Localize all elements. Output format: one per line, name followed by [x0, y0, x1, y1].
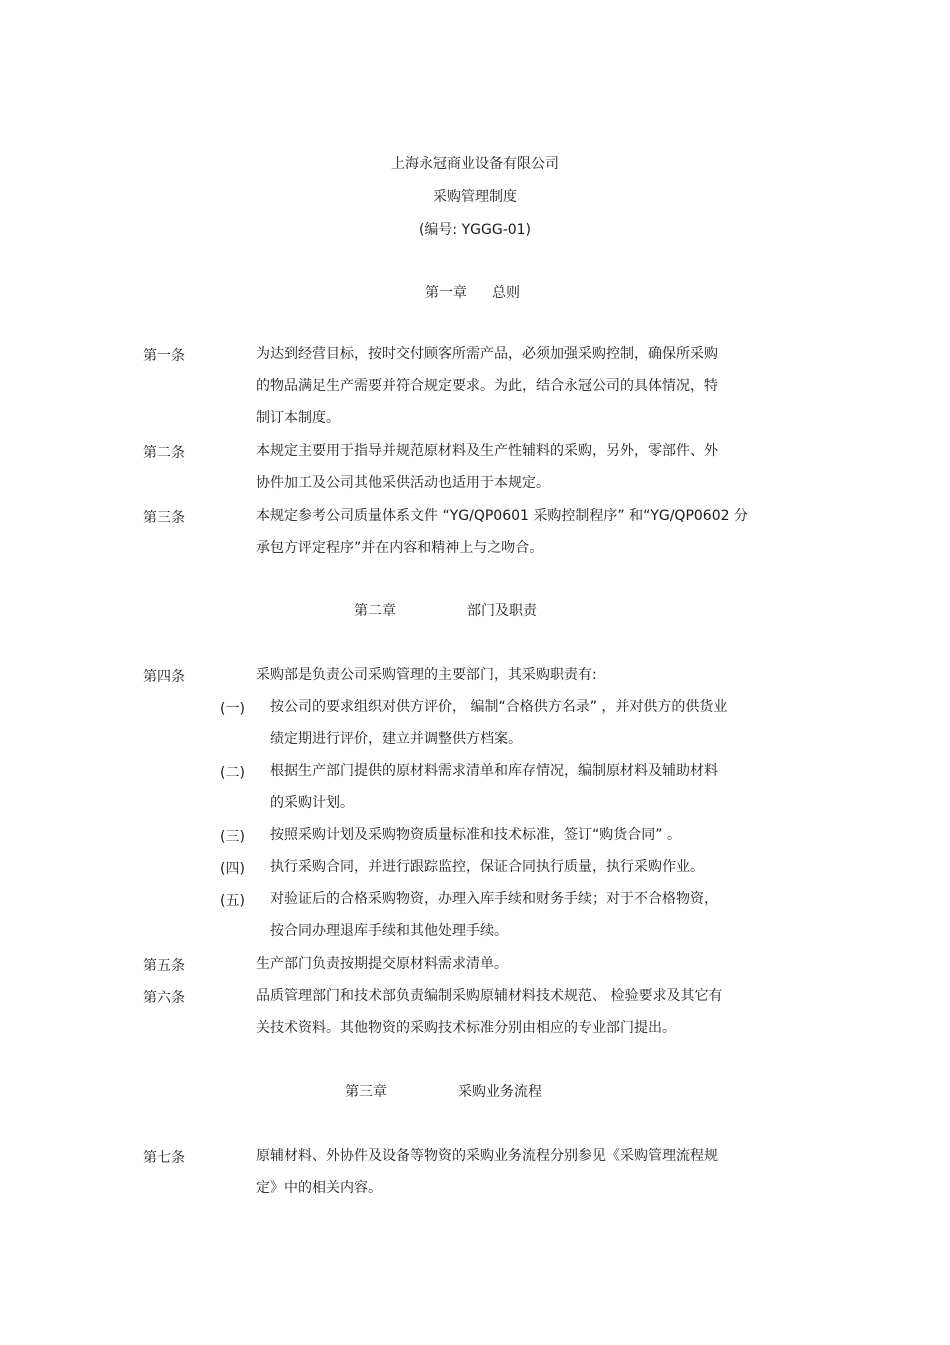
document-code: (编号: YGGG-01) — [418, 222, 532, 238]
article-label: 第一条 — [143, 348, 185, 364]
duty-label: (二) — [220, 765, 245, 781]
duty-text-line: 的采购计划。 — [270, 795, 354, 811]
article-label: 第七条 — [143, 1150, 185, 1166]
article-text-line: 生产部门负责按期提交原材料需求清单。 — [256, 956, 508, 972]
article-label: 第四条 — [143, 669, 185, 685]
article-text-line: 采购部是负责公司采购管理的主要部门，其采购职责有: — [256, 667, 597, 683]
article-label: 第三条 — [143, 510, 185, 526]
article-label: 第六条 — [143, 990, 185, 1006]
duty-label: (一) — [220, 701, 245, 717]
article-text-line: 本规定主要用于指导并规范原材料及生产性辅料的采购，另外，零部件、外 — [256, 443, 718, 459]
duty-text-line: 按公司的要求组织对供方评价， 编制“合格供方名录” ，并对供方的供货业 — [270, 699, 728, 715]
duty-text-line: 按合同办理退库手续和其他处理手续。 — [270, 923, 508, 939]
duty-label: (五) — [220, 893, 245, 909]
duty-text-line: 按照采购计划及采购物资质量标准和技术标准，签订“购货合同” 。 — [270, 827, 681, 843]
duty-text-line: 对验证后的合格采购物资，办理入库手续和财务手续；对于不合格物资， — [270, 891, 718, 907]
duty-text-line: 执行采购合同，并进行跟踪监控，保证合同执行质量，执行采购作业。 — [270, 859, 704, 875]
duty-label: (三) — [220, 829, 245, 845]
article-text-line: 品质管理部门和技术部负责编制采购原辅材料技术规范、 检验要求及其它有 — [256, 988, 723, 1004]
article-text-line: 协件加工及公司其他采供活动也适用于本规定。 — [256, 475, 550, 491]
document-title: 采购管理制度 — [433, 189, 517, 205]
article-text-line: 的物品满足生产需要并符合规定要求。为此，结合永冠公司的具体情况，特 — [256, 378, 718, 394]
chapter-name: 部门及职责 — [467, 603, 537, 619]
article-text-line: 关技术资料。其他物资的采购技术标准分别由相应的专业部门提出。 — [256, 1020, 676, 1036]
chapter-number: 第二章 — [354, 603, 396, 619]
article-label: 第二条 — [143, 445, 185, 461]
article-text-line: 承包方评定程序”并在内容和精神上与之吻合。 — [256, 540, 544, 556]
article-text-line: 定》中的相关内容。 — [256, 1180, 382, 1196]
article-text-line: 为达到经营目标，按时交付顾客所需产品，必须加强采购控制，确保所采购 — [256, 346, 718, 362]
article-text-line: 本规定参考公司质量体系文件 “YG/QP0601 采购控制程序” 和“YG/QP0602 分 — [256, 508, 748, 524]
chapter-number: 第三章 — [345, 1084, 387, 1100]
chapter-number: 第一章 — [425, 285, 467, 301]
duty-text-line: 绩定期进行评价，建立并调整供方档案。 — [270, 731, 522, 747]
company-name: 上海永冠商业设备有限公司 — [391, 156, 559, 172]
chapter-name: 采购业务流程 — [458, 1084, 542, 1100]
duty-label: (四) — [220, 861, 245, 877]
article-text-line: 原辅材料、外协件及设备等物资的采购业务流程分别参见《采购管理流程规 — [256, 1148, 718, 1164]
article-text-line: 制订本制度。 — [256, 410, 340, 426]
article-label: 第五条 — [143, 958, 185, 974]
chapter-name: 总则 — [492, 285, 520, 301]
duty-text-line: 根据生产部门提供的原材料需求清单和库存情况，编制原材料及辅助材料 — [270, 763, 718, 779]
